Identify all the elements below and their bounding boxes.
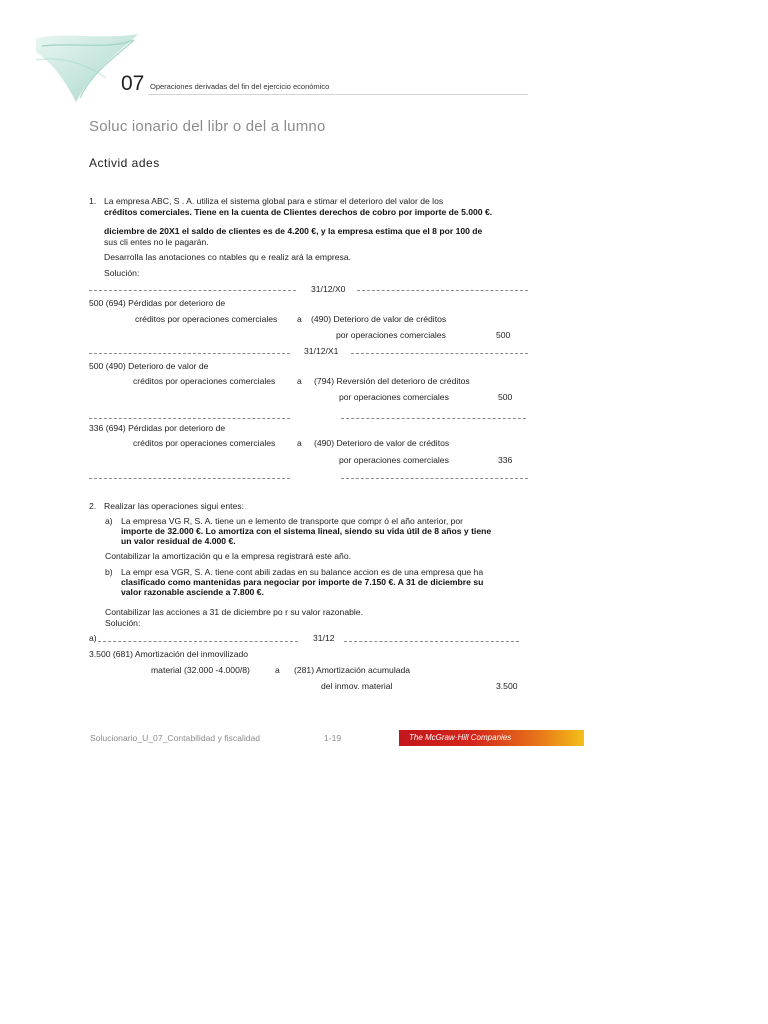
entry-4-a: a bbox=[275, 665, 280, 675]
exercise-2b-line-1: La empr esa VGR, S. A. tiene cont abili zadas en su balance accion es de una empresa que ha bbox=[121, 567, 484, 577]
exercise-2a-line-1: La empresa VG R, S. A. tiene un e lemento de transporte que compr ó el año anterior, por bbox=[121, 516, 464, 526]
section-title: Soluc ionario del libr o del a lumno bbox=[89, 118, 326, 135]
journal-separator bbox=[341, 418, 526, 419]
publisher-logo-text: The McGraw·Hill Companies bbox=[409, 733, 512, 742]
journal-separator bbox=[89, 290, 296, 291]
entry-2-credit-cont: por operaciones comerciales bbox=[339, 392, 449, 402]
footer-page-number: 1-19 bbox=[324, 733, 342, 743]
solution-a-label: a) bbox=[89, 633, 97, 643]
journal-date-1: 31/12/X0 bbox=[311, 284, 346, 294]
entry-3-credit-cont: por operaciones comerciales bbox=[339, 455, 449, 465]
journal-date-2: 31/12/X1 bbox=[304, 346, 339, 356]
exercise-2b-line-2: clasificado como mantenidas para negociar por importe de 7.150 €. A 31 de diciembre su bbox=[121, 577, 484, 587]
exercise-1-instruction: Desarrolla las anotaciones co ntables qu e realiz ará la empresa. bbox=[104, 252, 351, 262]
entry-1-credit: (490) Deterioro de valor de créditos bbox=[311, 314, 447, 324]
activities-heading: Activid ades bbox=[89, 156, 160, 170]
entry-3-debit: 336 (694) Pérdidas por deterioro de bbox=[89, 423, 226, 433]
exercise-2-intro: Realizar las operaciones sigui entes: bbox=[104, 501, 244, 511]
entry-4-credit: (281) Amortización acumulada bbox=[294, 665, 411, 675]
footer-document-name: Solucionario_U_07_Contabilidad y fiscalidad bbox=[90, 733, 261, 743]
journal-separator bbox=[351, 353, 528, 354]
exercise-1-line-3: diciembre de 20X1 el saldo de clientes es de 4.200 €, y la empresa estima que el 8 por 100 de bbox=[104, 226, 483, 236]
exercise-1-line-4: sus cli entes no le pagarán. bbox=[104, 237, 209, 247]
entry-2-amount: 500 bbox=[498, 392, 513, 402]
journal-separator bbox=[98, 641, 298, 642]
entry-3-a: a bbox=[297, 438, 302, 448]
journal-separator bbox=[89, 418, 290, 419]
chapter-number: 07 bbox=[121, 72, 145, 95]
journal-separator bbox=[341, 478, 528, 479]
entry-3-credit: (490) Deterioro de valor de créditos bbox=[314, 438, 450, 448]
exercise-2a-label: a) bbox=[105, 516, 113, 526]
entry-4-credit-cont: del inmov. material bbox=[321, 681, 393, 691]
entry-4-debit: 3.500 (681) Amortización del inmovilizado bbox=[89, 649, 249, 659]
journal-date-3: 31/12 bbox=[313, 633, 335, 643]
journal-separator bbox=[357, 290, 528, 291]
exercise-2a-line-2: importe de 32.000 €. Lo amortiza con el sistema lineal, siendo su vida útil de 8 años y tiene bbox=[121, 526, 492, 536]
entry-2-credit: (794) Reversión del deterioro de créditos bbox=[314, 376, 470, 386]
exercise-2-solution-label: Solución: bbox=[105, 618, 141, 628]
journal-separator bbox=[344, 641, 519, 642]
entry-2-debit: 500 (490) Deterioro de valor de bbox=[89, 361, 209, 371]
exercise-2a-line-3: un valor residual de 4.000 €. bbox=[121, 536, 236, 546]
exercise-2a-instruction: Contabilizar la amortización qu e la empresa registrará este año. bbox=[105, 551, 352, 561]
exercise-1-line-1: La empresa ABC, S . A. utiliza el sistema global para e stimar el deterioro del valor de los bbox=[104, 196, 444, 206]
entry-3-amount: 336 bbox=[498, 455, 513, 465]
exercise-2b-label: b) bbox=[105, 567, 113, 577]
entry-2-debit-cont: créditos por operaciones comerciales bbox=[133, 376, 276, 386]
entry-2-a: a bbox=[297, 376, 302, 386]
exercise-1-solution-label: Solución: bbox=[104, 268, 140, 278]
journal-separator bbox=[89, 353, 290, 354]
entry-1-credit-cont: por operaciones comerciales bbox=[336, 330, 446, 340]
entry-4-debit-cont: material (32.000 -4.000/8) bbox=[151, 665, 250, 675]
entry-1-amount: 500 bbox=[496, 330, 511, 340]
journal-separator bbox=[89, 478, 290, 479]
entry-3-debit-cont: créditos por operaciones comerciales bbox=[133, 438, 276, 448]
exercise-1-line-2: créditos comerciales. Tiene en la cuenta de Clientes derechos de cobro por importe de 5.000 €. bbox=[104, 207, 493, 217]
exercise-2b-line-3: valor razonable asciende a 7.800 €. bbox=[121, 587, 264, 597]
entry-1-a: a bbox=[297, 314, 302, 324]
exercise-2b-instruction: Contabilizar las acciones a 31 de diciembre po r su valor razonable. bbox=[105, 607, 363, 617]
exercise-1-number: 1. bbox=[89, 196, 97, 206]
entry-1-debit-cont: créditos por operaciones comerciales bbox=[135, 314, 278, 324]
chapter-title: Operaciones derivadas del fin del ejercicio económico bbox=[150, 82, 330, 91]
header-divider bbox=[148, 94, 528, 95]
entry-4-amount: 3.500 bbox=[496, 681, 518, 691]
entry-1-debit: 500 (694) Pérdidas por deterioro de bbox=[89, 298, 226, 308]
exercise-2-number: 2. bbox=[89, 501, 97, 511]
